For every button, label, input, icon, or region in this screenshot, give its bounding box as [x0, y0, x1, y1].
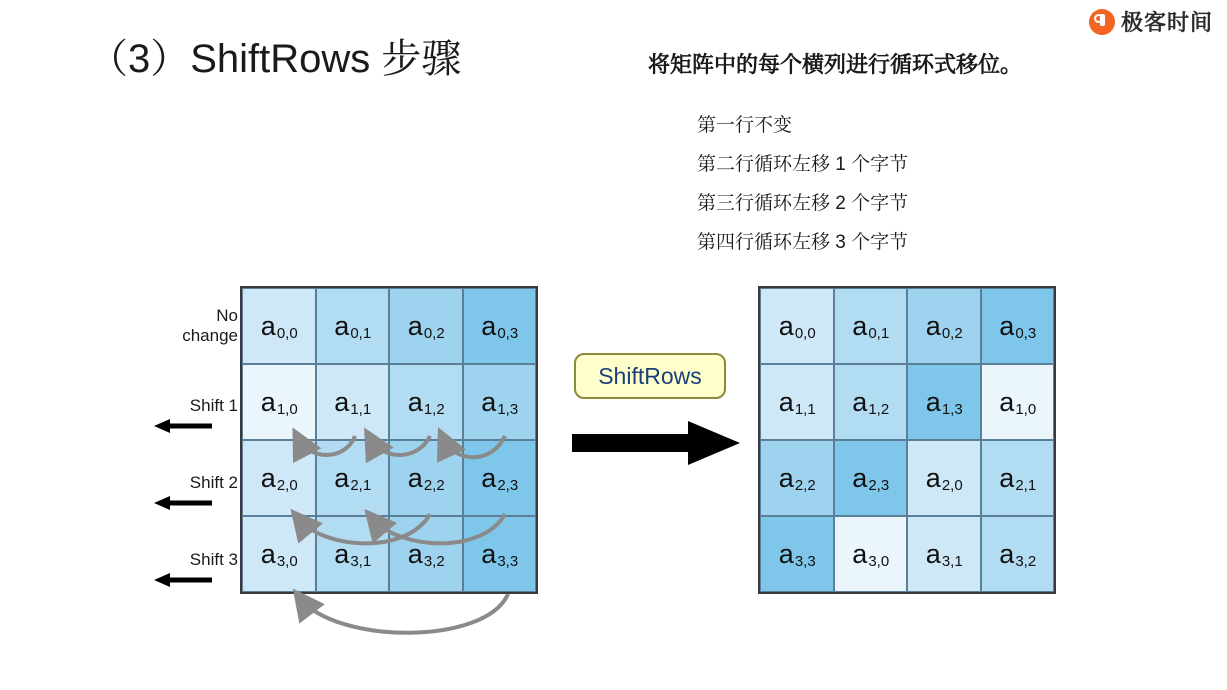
cell-subscript: 2,0	[941, 476, 963, 494]
matrix-cell	[981, 516, 1055, 592]
cell-subscript: 0,3	[497, 324, 519, 342]
cell-subscript: 3,1	[941, 552, 963, 570]
list-item: 第二行循环左移 1 个字节	[697, 154, 909, 175]
cell-subscript: 0,3	[1015, 324, 1037, 342]
matrix-cell	[981, 364, 1055, 440]
cell-subscript: 2,1	[350, 476, 372, 494]
cell-base: a	[481, 310, 497, 341]
cell-base: a	[999, 310, 1015, 341]
cell-subscript: 2,2	[423, 476, 445, 494]
cell-subscript: 2,0	[276, 476, 298, 494]
right-arrow-icon	[572, 421, 740, 465]
cell-subscript: 1,2	[868, 400, 890, 418]
row-label-group	[148, 286, 240, 594]
matrix-cell	[981, 440, 1055, 516]
state-matrix-after	[758, 286, 1056, 594]
cell-base: a	[481, 538, 497, 569]
matrix-cell	[242, 516, 316, 592]
left-arrow-icon	[154, 493, 214, 513]
cell-base: a	[925, 462, 941, 493]
matrix-cell	[389, 516, 463, 592]
matrix-cell	[316, 288, 390, 364]
cell-subscript: 1,0	[1015, 400, 1037, 418]
cell-base: a	[481, 462, 497, 493]
cell-base: a	[407, 462, 423, 493]
cell-subscript: 0,2	[423, 324, 445, 342]
matrix-cell	[907, 516, 981, 592]
matrix-cell	[834, 440, 908, 516]
cell-subscript: 2,3	[868, 476, 890, 494]
cell-base: a	[778, 538, 794, 569]
left-arrow-icon	[154, 570, 214, 590]
matrix-cell	[316, 516, 390, 592]
matrix-cell	[834, 364, 908, 440]
cell-subscript: 3,2	[1015, 552, 1037, 570]
matrix-cell	[463, 288, 537, 364]
matrix-cell	[389, 288, 463, 364]
cell-base: a	[925, 538, 941, 569]
cell-base: a	[260, 386, 276, 417]
matrix-cell	[316, 440, 390, 516]
cell-base: a	[778, 310, 794, 341]
matrix-cell	[760, 440, 834, 516]
cell-subscript: 2,2	[794, 476, 816, 494]
cell-subscript: 3,0	[868, 552, 890, 570]
cell-subscript: 0,0	[276, 324, 298, 342]
state-matrix-before	[240, 286, 538, 594]
cell-base: a	[925, 386, 941, 417]
cell-base: a	[407, 538, 423, 569]
cell-base: a	[778, 462, 794, 493]
cell-subscript: 3,3	[794, 552, 816, 570]
matrix-cell	[242, 364, 316, 440]
matrix-cell	[463, 364, 537, 440]
matrix-cell	[760, 364, 834, 440]
row-label-shift-1: Shift 1	[189, 396, 238, 415]
cell-subscript: 1,2	[423, 400, 445, 418]
matrix-cell	[316, 364, 390, 440]
page-title: （3）ShiftRows 步骤	[88, 37, 462, 81]
geekbang-logo-icon	[1089, 9, 1115, 35]
cell-base: a	[481, 386, 497, 417]
cell-base: a	[334, 386, 350, 417]
bullet-list	[697, 106, 908, 262]
shiftrows-badge: ShiftRows	[574, 353, 726, 399]
list-item: 第四行循环左移 3 个字节	[697, 232, 909, 253]
cell-base: a	[260, 538, 276, 569]
cell-base: a	[852, 462, 868, 493]
matrix-cell	[907, 288, 981, 364]
list-item: 第一行不变	[697, 115, 793, 136]
cell-subscript: 0,2	[941, 324, 963, 342]
cell-subscript: 1,3	[497, 400, 519, 418]
left-arrow-icon	[154, 416, 214, 436]
cell-base: a	[852, 386, 868, 417]
matrix-cell	[760, 288, 834, 364]
cell-base: a	[334, 310, 350, 341]
matrix-cell	[907, 440, 981, 516]
cell-subscript: 1,1	[794, 400, 816, 418]
cell-subscript: 2,1	[1015, 476, 1037, 494]
cell-base: a	[925, 310, 941, 341]
brand-name: 极客时间	[1120, 10, 1213, 35]
cell-base: a	[334, 462, 350, 493]
cell-subscript: 3,1	[350, 552, 372, 570]
matrix-cell	[834, 288, 908, 364]
cell-subscript: 3,2	[423, 552, 445, 570]
cell-subscript: 0,0	[794, 324, 816, 342]
cell-base: a	[852, 538, 868, 569]
cell-subscript: 1,1	[350, 400, 372, 418]
matrix-cell	[981, 288, 1055, 364]
cell-base: a	[334, 538, 350, 569]
matrix-cell	[389, 440, 463, 516]
matrix-cell	[834, 516, 908, 592]
matrix-cell	[463, 516, 537, 592]
cell-base: a	[852, 310, 868, 341]
cell-base: a	[407, 386, 423, 417]
cell-base: a	[999, 386, 1015, 417]
cell-subscript: 1,0	[276, 400, 298, 418]
cell-base: a	[999, 462, 1015, 493]
row-label-shift-2: Shift 2	[189, 473, 238, 492]
matrix-cell	[242, 440, 316, 516]
row-label-shift-3: Shift 3	[189, 550, 238, 569]
shift-curve-row3-a	[300, 594, 508, 633]
matrix-cell	[242, 288, 316, 364]
cell-base: a	[260, 462, 276, 493]
cell-subscript: 0,1	[868, 324, 890, 342]
lead-text: 将矩阵中的每个横列进行循环式移位。	[648, 52, 1023, 77]
matrix-cell	[907, 364, 981, 440]
brand-logo	[1089, 6, 1213, 37]
cell-base: a	[260, 310, 276, 341]
cell-subscript: 0,1	[350, 324, 372, 342]
matrix-cell	[760, 516, 834, 592]
cell-subscript: 1,3	[941, 400, 963, 418]
cell-subscript: 3,0	[276, 552, 298, 570]
row-label-no-change: No change	[182, 306, 238, 345]
cell-subscript: 2,3	[497, 476, 519, 494]
cell-base: a	[999, 538, 1015, 569]
cell-subscript: 3,3	[497, 552, 519, 570]
matrix-cell	[463, 440, 537, 516]
matrix-cell	[389, 364, 463, 440]
cell-base: a	[407, 310, 423, 341]
list-item: 第三行循环左移 2 个字节	[697, 193, 909, 214]
cell-base: a	[778, 386, 794, 417]
